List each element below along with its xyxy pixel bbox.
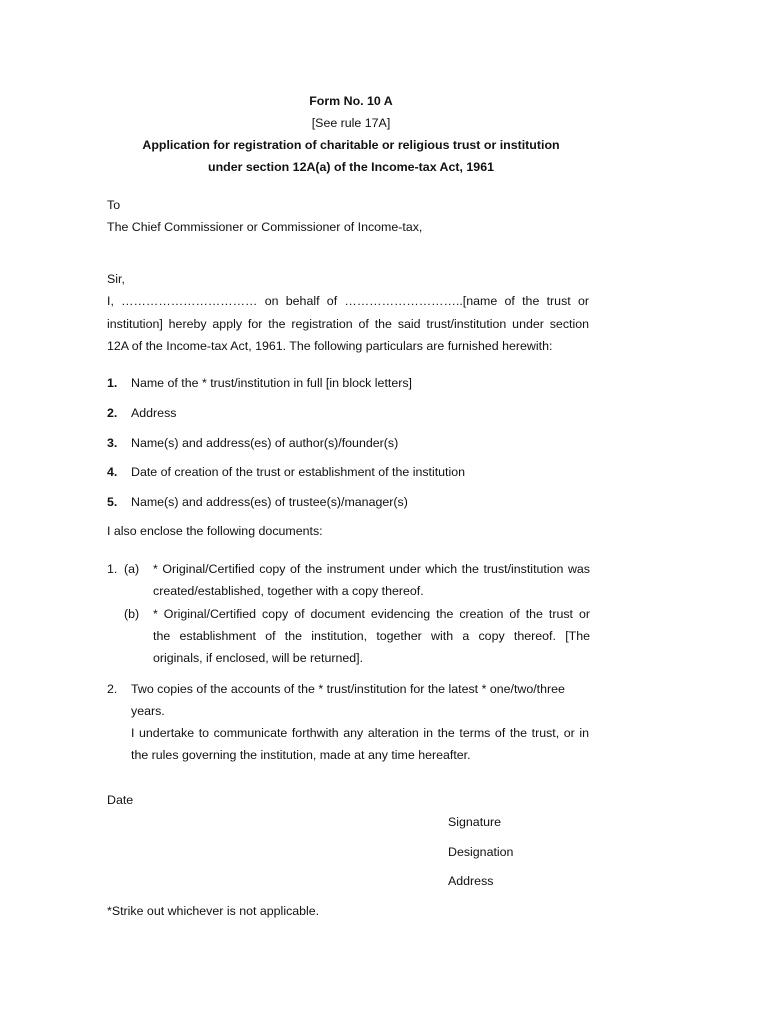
form-title-line-2: under section 12A(a) of the Income-tax Act, 1961 [208, 160, 494, 174]
undertaking-line-2: the rules governing the institution, made at any time hereafter. [131, 748, 471, 762]
application-para-line-1: I, …………………………… on behalf of ………………………..[name of the trust or [107, 294, 589, 308]
list-item-text: Name(s) and address(es) of author(s)/founder(s) [131, 436, 399, 450]
signature-label: Signature [448, 815, 502, 829]
address-label: Address [448, 874, 494, 888]
doc-1a-label: (a) [124, 562, 140, 576]
application-para-line-2: institution] hereby apply for the registration of the said trust/institution under section [107, 317, 589, 331]
date-label: Date [107, 793, 134, 807]
list-item-number: 1. [107, 376, 118, 390]
footnote: *Strike out whichever is not applicable. [107, 904, 320, 918]
doc-2-line-1: Two copies of the accounts of the * trust/institution for the latest * one/two/three [131, 682, 565, 696]
enclose-intro: I also enclose the following documents: [107, 524, 323, 538]
doc-1b-label: (b) [124, 607, 140, 621]
list-item-number: 4. [107, 465, 118, 479]
designation-label: Designation [448, 845, 514, 859]
doc-1b-line-1: * Original/Certified copy of document evidencing the creation of the trust or [153, 607, 590, 621]
form-number: Form No. 10 A [309, 94, 393, 108]
doc-1b-line-2: the establishment of the institution, together with a copy thereof. [The [153, 629, 590, 643]
undertaking-line-1: I undertake to communicate forthwith any alteration in the terms of the trust, or in [131, 726, 589, 740]
application-para-line-3: 12A of the Income-tax Act, 1961. The following particulars are furnished herewith: [107, 339, 553, 353]
doc-1a-line-1: * Original/Certified copy of the instrument under which the trust/institution was [153, 562, 590, 576]
list-item-text: Name(s) and address(es) of trustee(s)/manager(s) [131, 495, 408, 509]
address-recipient: The Chief Commissioner or Commissioner of Income-tax, [107, 220, 423, 234]
list-item-number: 2. [107, 406, 118, 420]
doc-1b-line-3: originals, if enclosed, will be returned]. [153, 651, 364, 665]
doc-2-line-2: years. [131, 704, 165, 718]
address-to: To [107, 198, 121, 212]
salutation: Sir, [107, 272, 125, 286]
doc-2-number: 2. [107, 682, 118, 696]
form-title-line-1: Application for registration of charitable or religious trust or institution [142, 138, 560, 152]
list-item-text: Address [131, 406, 177, 420]
list-item-text: Name of the * trust/institution in full [in block letters] [131, 376, 412, 390]
list-item-number: 3. [107, 436, 118, 450]
doc-1-number: 1. [107, 562, 118, 576]
list-item-number: 5. [107, 495, 118, 509]
doc-1a-line-2: created/established, together with a copy thereof. [153, 584, 424, 598]
list-item-text: Date of creation of the trust or establishment of the institution [131, 465, 466, 479]
rule-reference: [See rule 17A] [311, 116, 391, 130]
